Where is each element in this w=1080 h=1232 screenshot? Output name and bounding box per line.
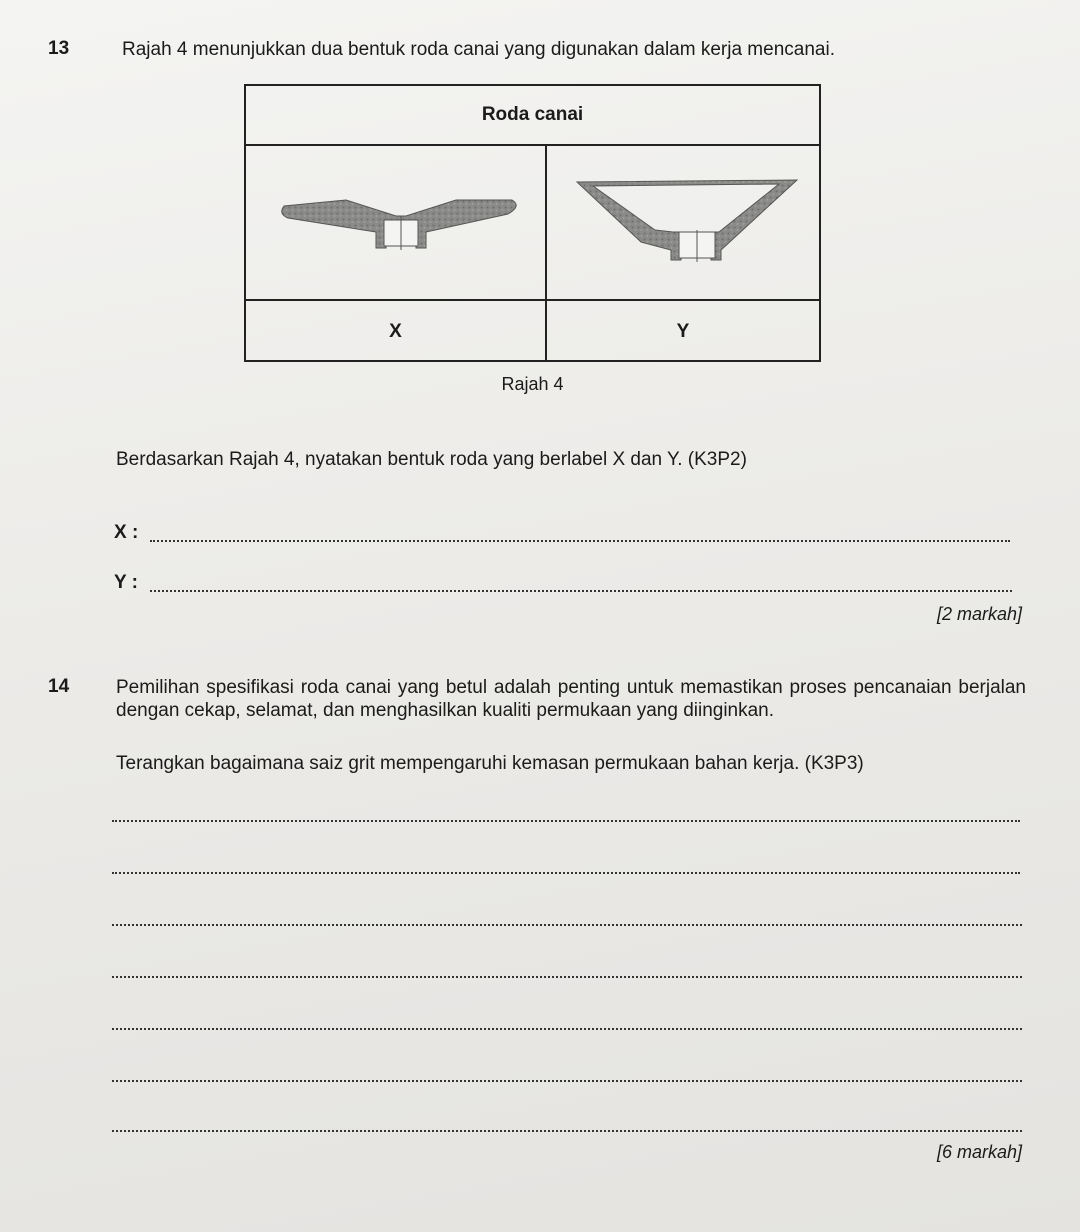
figure-label-y: Y xyxy=(676,320,690,342)
question-14-marks: [6 markah] xyxy=(936,1142,1022,1162)
question-13-marks: [2 markah] xyxy=(936,604,1022,624)
grinding-wheel-x-illustration xyxy=(276,194,526,264)
question-14-number: 14 xyxy=(48,676,70,697)
answer-x-line[interactable] xyxy=(150,540,1010,542)
figure-label-x: X xyxy=(389,320,402,342)
answer-line-2[interactable] xyxy=(112,872,1020,874)
question-14-instruction: Terangkan bagaimana saiz grit mempengaruhi kemasan permukaan bahan kerja. (K3P3) xyxy=(116,753,864,774)
figure-caption: Rajah 4 xyxy=(501,374,564,394)
question-14-text: Pemilihan spesifikasi roda canai yang betul adalah penting untuk memastikan proses pencanaian berjalan dengan cekap, selamat, dan menghasilkan kualiti permukaan yang diinginkan. xyxy=(116,677,1026,721)
answer-line-3[interactable] xyxy=(112,924,1022,926)
question-13-text: Rajah 4 menunjukkan dua bentuk roda canai yang digunakan dalam kerja mencanai. xyxy=(122,39,835,60)
figure-images-row xyxy=(246,144,819,301)
answer-line-1[interactable] xyxy=(112,820,1020,822)
answer-line-7[interactable] xyxy=(112,1130,1022,1132)
answer-line-6[interactable] xyxy=(112,1080,1022,1082)
answer-x-label: X : xyxy=(114,522,139,543)
answer-y-label: Y : xyxy=(114,572,138,593)
question-13-instruction: Berdasarkan Rajah 4, nyatakan bentuk roda yang berlabel X dan Y. (K3P2) xyxy=(116,449,747,470)
answer-y-line[interactable] xyxy=(150,590,1012,592)
figure-rajah-4 xyxy=(244,84,821,362)
grinding-wheel-y-illustration xyxy=(571,172,801,268)
figure-title: Roda canai xyxy=(246,86,819,146)
answer-line-4[interactable] xyxy=(112,976,1022,978)
question-13-number: 13 xyxy=(48,38,70,59)
answer-line-5[interactable] xyxy=(112,1028,1022,1030)
